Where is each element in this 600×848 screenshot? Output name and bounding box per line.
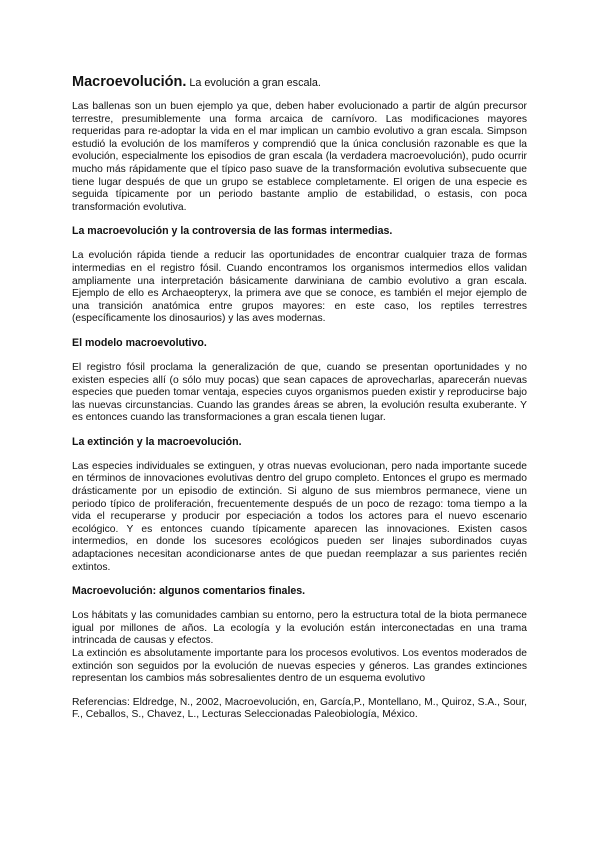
- controversy-paragraph: La evolución rápida tiende a reducir las oportunidades de encontrar cualquier traza de formas intermedias en el registro fósil. Cuando encontramos los organismos intermedios ellos validan ampliamente una interpretación básicamente darwiniana de cambio evolutivo a gran escala. Ejemplo de ello es Archaeopteryx, la primera ave que se conoce, es también el mejor ejemplo de una transición anatómica entre grupos mayores: en este caso, los reptiles terrestres (específicamente los dinosaurios) y las aves modernas.: [72, 250, 527, 325]
- section-heading-extinction: La extinción y la macroevolución.: [72, 435, 242, 448]
- section-heading-model: El modelo macroevolutivo.: [72, 336, 207, 349]
- model-paragraph: El registro fósil proclama la generalización de que, cuando se presentan oportunidades y no existen especies allí (o sólo muy pocas) que sean capaces de aprovecharlas, aparecerán nuevas especies que pueden tomar ventaja, especies cuyos organismos pueden existir y reproducirse bajo las nuevas circunstancias. Cuando las grandes áreas se abren, la evolución resulta exuberante. Y es entonces cuando las transformaciones a gran escala tienen lugar.: [72, 361, 527, 424]
- intro-paragraph: Las ballenas son un buen ejemplo ya que, deben haber evolucionado a partir de algún precursor terrestre, presumiblemente una forma arcaica de carnívoro. Las modificaciones mayores requeridas para re-adoptar la vida en el mar implican un cambio evolutivo a gran escala. Simpson estudió la evolución de los mamíferos y comprendió que la única conclusión razonable es que la evolución, especialmente los episodios de gran escala (la verdadera macroevolución), pudo ocurrir mucho más rápidamente que el típico paso suave de la transformación evolutiva subsecuente que tiene lugar después de que un grupo se establece completamente. El origen de una especie es seguida típicamente por un periodo bastante amplio de estabilidad, o estasis, con poca transformación evolutiva.: [72, 101, 527, 213]
- section-heading-controversy: La macroevolución y la controversia de las formas intermedias.: [72, 225, 393, 238]
- section-heading-final: Macroevolución: algunos comentarios finales.: [72, 585, 306, 598]
- final-paragraph-2: La extinción es absolutamente importante para los procesos evolutivos. Los eventos moderados de extinción son seguidos por la evolución de nuevas especies y géneros. Las grandes extinciones representan los cambios más sobresalientes dentro de un esquema evolutivo: [72, 648, 527, 685]
- title-subtitle: La evolución a gran escala.: [189, 77, 321, 89]
- page-title: [72, 74, 527, 91]
- final-paragraph-1: Los hábitats y las comunidades cambian su entorno, pero la estructura total de la biota permanece igual por millones de años. La ecología y la evolución están interconectadas en una trama intrincada de causas y efectos.: [72, 610, 527, 647]
- extinction-paragraph: Las especies individuales se extinguen, y otras nuevas evolucionan, pero nada importante sucede en términos de innovaciones evolutivas dentro del grupo completo. Entonces el grupo es mermado drásticamente por un episodio de extinción. Si alguno de sus miembros permanece, viene un periodo típico de proliferación, frecuentemente después de un poco de rezago: toma tiempo a la vida el recuperarse y producir por especiación a todos los actores para el nuevo escenario ecológico. Y es entonces cuando típicamente aparecen las innovaciones. Existen casos intermedios, en donde los sucesores ecológicos pueden ser linajes subordinados cuyas adaptaciones necesitan acondicionarse antes de que puedan reemplazar a sus parientes recién extintos.: [72, 460, 527, 573]
- document-page: [72, 74, 527, 722]
- references-paragraph: Referencias: Eldredge, N., 2002, Macroevolución, en, García,P., Montellano, M., Quiroz, S.A., Sour, F., Ceballos, S., Chavez, L., Lecturas Seleccionadas Paleobiología, México.: [72, 696, 527, 721]
- title-main: Macroevolución.: [72, 74, 187, 90]
